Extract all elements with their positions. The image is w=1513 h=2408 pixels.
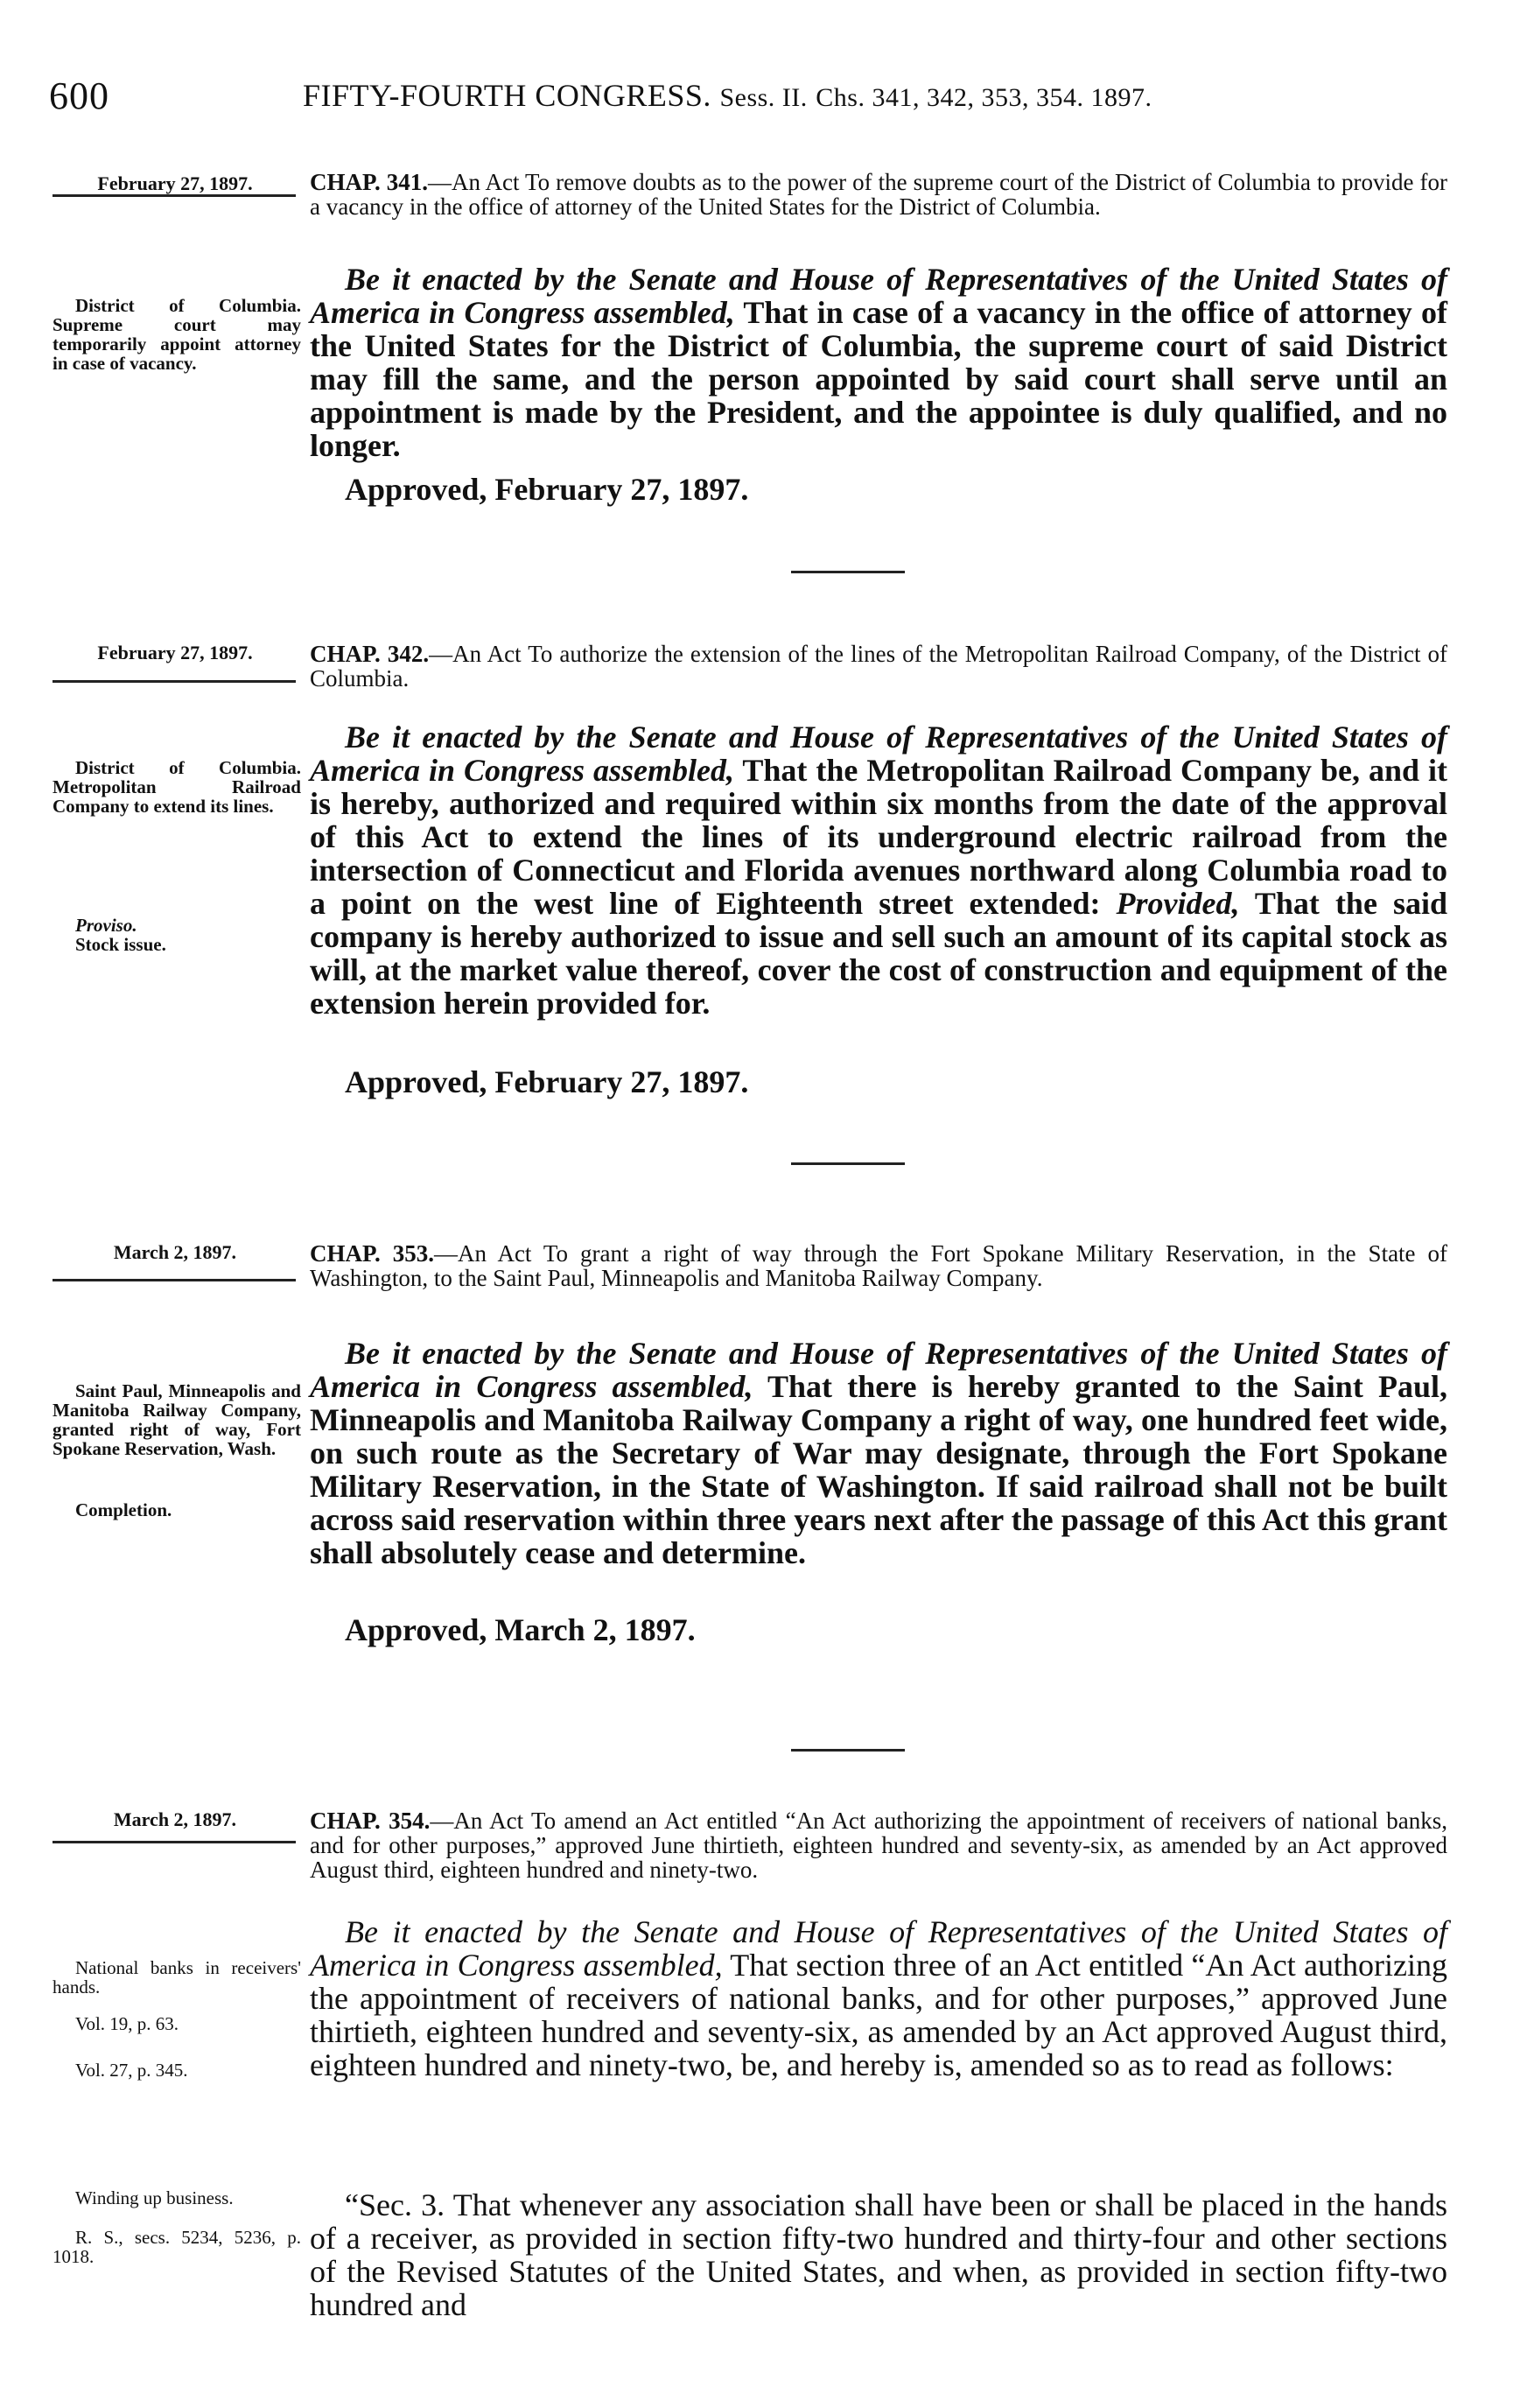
chapter-title: —An Act To grant a right of way through the Fort Spokane Military Reservation, in the State of Washington, to the Saint Paul, Minneapolis and Manitoba Railway Company.	[310, 1240, 1447, 1291]
margin-note: National banks in receivers' hands.	[53, 1957, 301, 1997]
enacting-formula: Be it enacted by the Senate and House of Representatives of the United States of America in Congress assembled,	[310, 262, 1447, 330]
enacting-clause	[310, 1337, 1447, 1569]
page-number: 600	[49, 74, 109, 117]
approval-line: Approved, February 27, 1897.	[345, 1064, 749, 1099]
chapter-title: —An Act To authorize the extension of the lines of the Metropolitan Railroad Company, of the District of Columbia.	[310, 641, 1447, 692]
amended-section-text: “Sec. 3. That whenever any association shall have been or shall be placed in the hands of a receiver, as provided in section fifty-two hundred and thirty-four and other sections of the Revised Statutes of the United States, and when, as provided in section fifty-two hundred and	[310, 2187, 1447, 2322]
chapter-title: —An Act To amend an Act entitled “An Act authorizing the appointment of receivers of national banks, and for other purposes,” approved June thirtieth, eighteen hundred and seventy-six, as amended by an Act approved August third, eighteen hundred and ninety-two.	[310, 1808, 1448, 1883]
body-text: That the Metropolitan Railroad Company be, and it is hereby, authorized and required within six months from the date of the approval of this Act to extend the lines of its underground electric railroad from the intersection of Connecticut and Florida avenues northward along Columbia road to a point on the west line of Eighteenth street extended:	[310, 753, 1447, 921]
body-text: That in case of a vacancy in the office of attorney of the United States for the District of Columbia, the supreme court of said District may fill the same, and the person appointed by said court shall serve until an appointment is made by the President, and the appointee is duly qualified, and no longer.	[310, 295, 1447, 463]
margin-note: Completion.	[75, 1499, 172, 1520]
chapter-caption	[310, 1808, 1447, 1882]
margin-note: Vol. 19, p. 63.	[75, 2013, 179, 2034]
enacting-formula: Be it enacted by the Senate and House of Representatives of the United States of America in Congress assembled,	[310, 720, 1447, 788]
chapter-title: —An Act To remove doubts as to the power of the supreme court of the District of Columbia to provide for a vacancy in the office of attorney of the United States for the District of Columbia.	[310, 169, 1448, 220]
section-divider	[791, 571, 905, 573]
margin-date: February 27, 1897.	[97, 172, 253, 194]
margin-note-proviso: Proviso. Stock issue.	[75, 915, 166, 955]
enacting-clause	[310, 263, 1447, 462]
margin-note: Saint Paul, Minneapolis and Manitoba Railway Company, granted right of way, Fort Spokane Reservation, Wash.	[53, 1380, 301, 1459]
enacting-formula: Be it enacted by the Senate and House of Representatives of the United States of America in Congress assembled,	[310, 1336, 1447, 1404]
running-head-chapters: Chs. 341, 342, 353, 354. 1897.	[816, 83, 1152, 112]
running-head-session: Sess. II.	[719, 83, 808, 112]
body-text-continued: That the said company is hereby authorized to issue and sell such an amount of its capital stock as will, at the market value thereof, cover the cost of construction and equipment of the extension herein provided for.	[310, 886, 1447, 1021]
margin-rule	[53, 1279, 296, 1281]
margin-note: Winding up business.	[75, 2187, 234, 2208]
chapter-caption	[310, 1241, 1447, 1290]
enacting-formula: Be it enacted by the Senate and House of Representatives of the United States of America in Congress assembled,	[310, 1914, 1447, 1983]
chapter-number: CHAP. 353.	[310, 1240, 434, 1267]
margin-rule	[53, 680, 296, 683]
margin-note: District of Columbia. Metropolitan Railroad Company to extend its lines.	[53, 757, 301, 817]
chapter-number: CHAP. 342.	[310, 641, 430, 667]
body-text: That section three of an Act entitled “An Act authorizing the appointment of receivers of national banks, and for other purposes,” approved June thirtieth, eighteen hundred and seventy-six, as amended by an Act approved August third, eighteen hundred and ninety-two, be, and hereby is, amended so as to read as follows:	[310, 1948, 1447, 2082]
section-divider	[791, 1162, 905, 1165]
running-head	[303, 77, 1152, 114]
margin-rule	[53, 194, 296, 197]
margin-rule	[53, 1841, 296, 1843]
margin-note: District of Columbia. Supreme court may temporarily appoint attorney in case of vacancy.	[53, 295, 301, 374]
enacting-clause	[310, 720, 1447, 1020]
enacting-clause	[310, 1915, 1447, 2082]
margin-date: March 2, 1897.	[113, 1808, 237, 1830]
approval-line: Approved, February 27, 1897.	[345, 472, 749, 507]
page-header	[49, 74, 1440, 117]
chapter-caption	[310, 642, 1447, 691]
margin-date: March 2, 1897.	[113, 1241, 237, 1263]
margin-note: R. S., secs. 5234, 5236, p. 1018.	[53, 2227, 301, 2267]
body-text: That there is hereby granted to the Saint Paul, Minneapolis and Manitoba Railway Company a right of way, one hundred feet wide, on such route as the Secretary of War may designate, through the Fort Spokane Military Reservation, in the State of Washington. If said railroad shall not be built across said reservation within three years next after the passage of this Act this grant shall absolutely cease and determine.	[310, 1369, 1447, 1570]
approval-line: Approved, March 2, 1897.	[345, 1612, 696, 1647]
running-head-congress: FIFTY-FOURTH CONGRESS.	[303, 78, 711, 113]
margin-note: Vol. 27, p. 345.	[75, 2060, 188, 2081]
proviso: Provided,	[1116, 886, 1240, 921]
chapter-caption	[310, 170, 1447, 219]
chapter-number: CHAP. 341.	[310, 169, 429, 195]
section-divider	[791, 1749, 905, 1752]
chapter-number: CHAP. 354.	[310, 1808, 431, 1834]
margin-date: February 27, 1897.	[97, 642, 253, 663]
